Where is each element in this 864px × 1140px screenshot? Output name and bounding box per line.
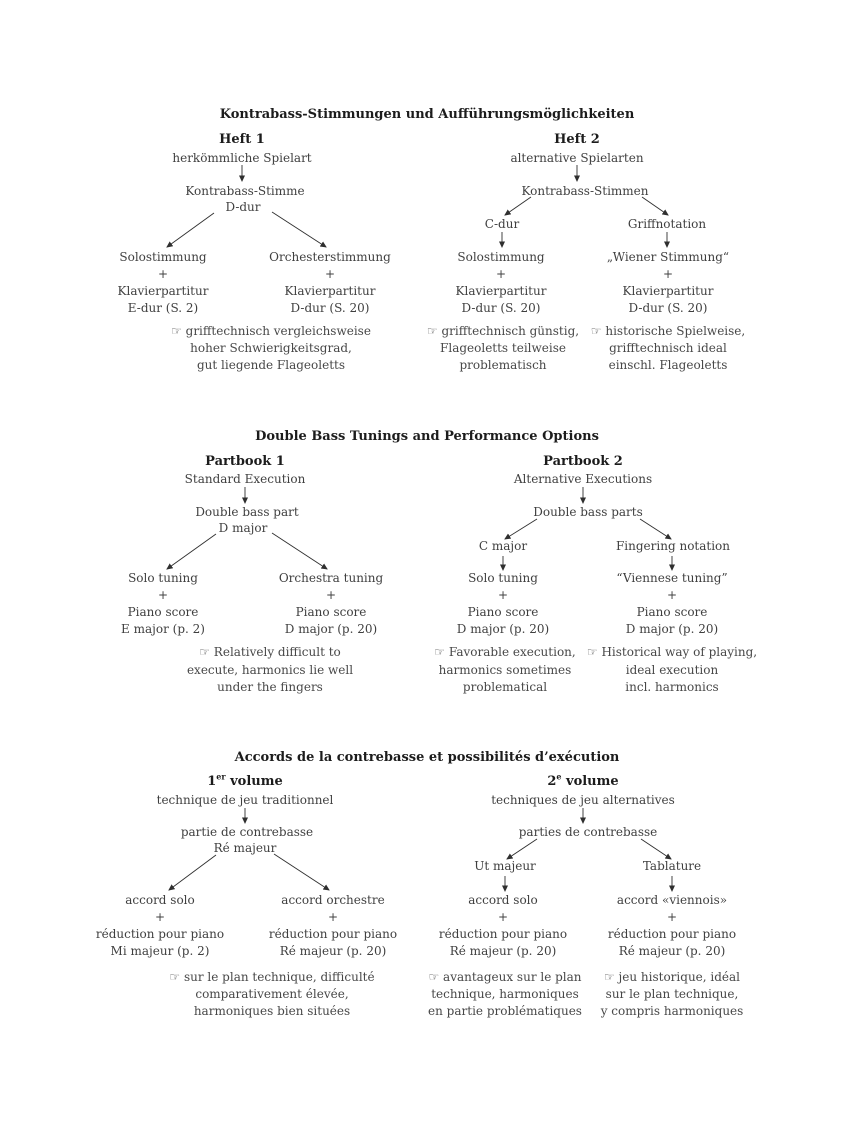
note-line: ☞ Favorable execution, — [434, 645, 576, 659]
leaf-line: D major (p. 20) — [284, 622, 378, 636]
note-line: hoher Schwierigkeitsgrad, — [190, 341, 352, 355]
note-line: gut liegende Flageoletts — [196, 358, 346, 372]
plus-sign: + — [324, 267, 336, 281]
header-text: 2 — [547, 774, 557, 789]
note-line: ☞ Relatively difficult to — [199, 645, 341, 659]
leaf-line: “Viennese tuning” — [616, 571, 728, 585]
leaf-line: Orchestra tuning — [278, 571, 384, 585]
leaf-line: réduction pour piano — [438, 927, 568, 941]
note-line: sur le plan technique, — [605, 987, 739, 1001]
leaf-line: accord «viennois» — [616, 893, 728, 907]
leaf-line: réduction pour piano — [95, 927, 225, 941]
plus-sign: + — [325, 588, 337, 602]
header-text: Heft 1 — [219, 132, 265, 147]
plus-sign: + — [327, 910, 339, 924]
tree-node: parties de contrebasse — [518, 825, 658, 839]
note-line: Flageoletts teilweise — [440, 341, 566, 355]
note-line: ☞ historische Spielweise, — [590, 324, 746, 338]
tree-node: D major — [218, 521, 268, 535]
tree-node: Kontrabass-Stimmen — [521, 184, 649, 198]
arrow — [641, 839, 671, 859]
tree-node: Fingering notation — [615, 539, 731, 553]
leaf-line: Piano score — [467, 605, 539, 619]
branch-subheader: techniques de jeu alternatives — [491, 793, 675, 807]
arrow — [169, 855, 216, 890]
branch-subheader: herkömmliche Spielart — [172, 151, 312, 165]
plus-sign: + — [666, 588, 678, 602]
leaf-line: Klavierpartitur — [117, 284, 209, 298]
arrow — [272, 533, 327, 569]
leaf-line: D-dur (S. 20) — [290, 301, 370, 315]
header-text: Partbook 2 — [543, 454, 623, 469]
header-text: volume — [561, 774, 619, 789]
header-text: 1 — [207, 774, 217, 789]
leaf-line: Piano score — [636, 605, 708, 619]
plus-sign: + — [497, 588, 509, 602]
note-line: grifftechnisch ideal — [609, 341, 727, 355]
section-title: Accords de la contrebasse et possibilités d’exécution — [234, 750, 620, 765]
note-line: ideal execution — [625, 663, 719, 677]
arrow — [272, 212, 326, 247]
leaf-line: „Wiener Stimmung“ — [606, 250, 730, 264]
tree-node: Ré majeur — [213, 841, 277, 855]
note-line: ☞ avantageux sur le plan — [428, 970, 582, 984]
note-line: execute, harmonics lie well — [186, 663, 354, 677]
tree-node: C major — [478, 539, 528, 553]
branch-header — [554, 132, 600, 148]
note-line: ☞ grifftechnisch vergleichsweise — [171, 324, 371, 338]
branch-subheader: Alternative Executions — [513, 472, 653, 486]
leaf-line: D-dur (S. 20) — [461, 301, 541, 315]
tree-node: C-dur — [484, 217, 520, 231]
plus-sign: + — [662, 267, 674, 281]
note-line: problematical — [462, 680, 548, 694]
leaf-line: Orchesterstimmung — [269, 250, 391, 264]
note-line: incl. harmonics — [625, 680, 719, 694]
tree-node: Griffnotation — [627, 217, 707, 231]
branch-subheader: Standard Execution — [184, 472, 306, 486]
leaf-line: Klavierpartitur — [284, 284, 376, 298]
branch-subheader: alternative Spielarten — [510, 151, 644, 165]
leaf-line: accord solo — [125, 893, 195, 907]
branch-header — [205, 454, 285, 470]
arrow — [642, 197, 668, 215]
arrow — [274, 854, 329, 890]
tree-node: partie de contrebasse — [180, 825, 314, 839]
plus-sign: + — [154, 910, 166, 924]
branch-header — [547, 771, 619, 790]
header-text: Heft 2 — [554, 132, 600, 147]
note-line: ☞ Historical way of playing, — [586, 645, 758, 659]
leaf-line: D-dur (S. 20) — [628, 301, 708, 315]
arrow — [167, 213, 214, 247]
tree-node: D-dur — [225, 200, 261, 214]
leaf-line: Solostimmung — [119, 250, 207, 264]
tree-node: Kontrabass-Stimme — [185, 184, 305, 198]
note-line: harmonics sometimes — [438, 663, 572, 677]
leaf-line: E-dur (S. 2) — [127, 301, 199, 315]
tree-node: Ut majeur — [474, 859, 536, 873]
branch-header — [543, 454, 623, 470]
arrow — [167, 534, 216, 569]
leaf-line: Klavierpartitur — [455, 284, 547, 298]
plus-sign: + — [157, 588, 169, 602]
note-line: comparativement élevée, — [195, 987, 349, 1001]
plus-sign: + — [495, 267, 507, 281]
leaf-line: accord solo — [468, 893, 538, 907]
leaf-line: D major (p. 20) — [625, 622, 719, 636]
header-text: volume — [225, 774, 283, 789]
tree-node: Double bass part — [195, 505, 299, 519]
plus-sign: + — [497, 910, 509, 924]
leaf-line: Klavierpartitur — [622, 284, 714, 298]
leaf-line: E major (p. 2) — [121, 622, 205, 636]
leaf-line: réduction pour piano — [268, 927, 398, 941]
arrow — [640, 519, 671, 539]
branch-subheader: technique de jeu traditionnel — [156, 793, 334, 807]
header-superscript: e — [556, 771, 562, 782]
leaf-line: Mi majeur (p. 2) — [110, 944, 210, 958]
branch-header — [219, 132, 265, 148]
leaf-line: Solo tuning — [468, 571, 538, 585]
note-line: harmoniques bien situées — [193, 1004, 351, 1018]
leaf-line: Solostimmung — [457, 250, 545, 264]
note-line: einschl. Flageoletts — [608, 358, 728, 372]
note-line: y compris harmoniques — [600, 1004, 744, 1018]
note-line: under the fingers — [217, 680, 323, 694]
tree-node: Double bass parts — [533, 505, 643, 519]
note-line: ☞ sur le plan technique, difficulté — [169, 970, 375, 984]
leaf-line: accord orchestre — [281, 893, 385, 907]
section-title: Kontrabass-Stimmungen und Aufführungsmöglichkeiten — [219, 107, 635, 122]
note-line: ☞ grifftechnisch günstig, — [426, 324, 580, 338]
arrow — [505, 519, 537, 539]
leaf-line: Solo tuning — [128, 571, 198, 585]
arrow — [505, 197, 531, 215]
note-line: technique, harmoniques — [431, 987, 579, 1001]
note-line: ☞ jeu historique, idéal — [603, 970, 741, 984]
tree-node: Tablature — [642, 859, 702, 873]
note-line: en partie problématiques — [428, 1004, 582, 1018]
leaf-line: Piano score — [295, 605, 367, 619]
plus-sign: + — [666, 910, 678, 924]
leaf-line: Ré majeur (p. 20) — [449, 944, 557, 958]
leaf-line: Ré majeur (p. 20) — [279, 944, 387, 958]
section-title: Double Bass Tunings and Performance Options — [255, 429, 599, 444]
header-superscript: er — [216, 771, 226, 782]
branch-header — [207, 771, 283, 790]
leaf-line: D major (p. 20) — [456, 622, 550, 636]
plus-sign: + — [157, 267, 169, 281]
arrow — [507, 839, 537, 859]
leaf-line: Ré majeur (p. 20) — [618, 944, 726, 958]
note-line: problematisch — [459, 358, 547, 372]
leaf-line: Piano score — [127, 605, 199, 619]
leaf-line: réduction pour piano — [607, 927, 737, 941]
header-text: Partbook 1 — [205, 454, 285, 469]
